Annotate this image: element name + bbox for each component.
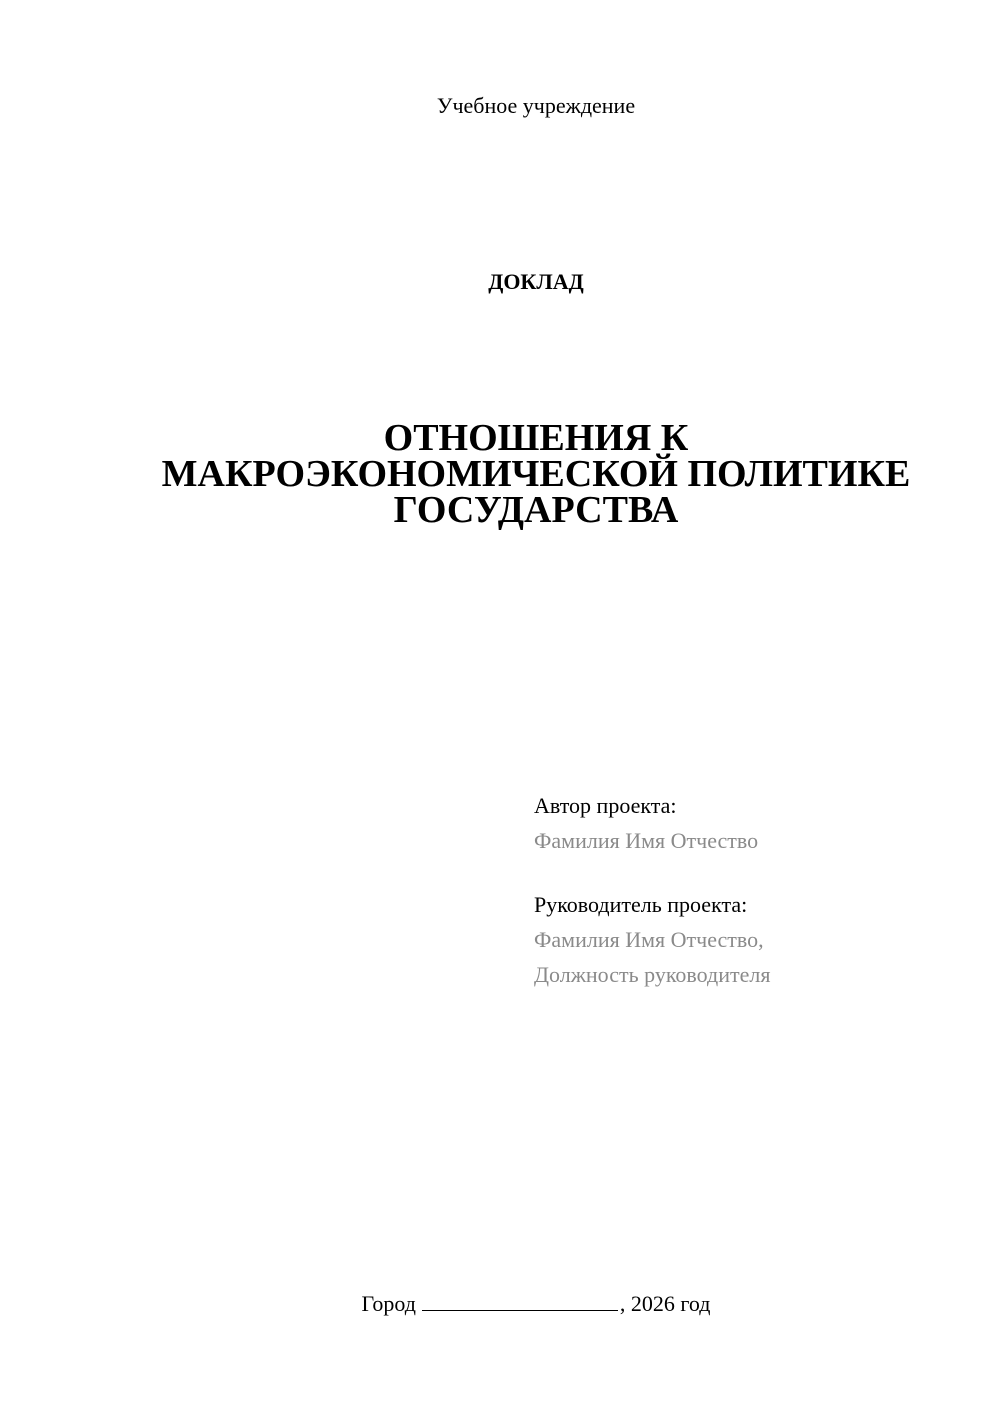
city-year-line <box>0 1290 1000 1318</box>
city-label: Город <box>361 1291 416 1316</box>
year-text: , 2026 год <box>619 1291 711 1316</box>
city-blank-line <box>422 1290 618 1311</box>
title-line: ГОСУДАРСТВА <box>393 489 679 531</box>
supervisor-label: Руководитель проекта: <box>534 892 748 917</box>
supervisor-position: Должность руководителя <box>534 962 771 987</box>
document-title <box>0 417 1000 531</box>
author-name: Фамилия Имя Отчество <box>534 828 759 853</box>
author-label: Автор проекта: <box>534 793 677 818</box>
title-line: МАКРОЭКОНОМИЧЕСКОЙ ПОЛИТИКЕ <box>161 453 911 495</box>
title-line: ОТНОШЕНИЯ К <box>383 417 689 459</box>
supervisor-name: Фамилия Имя Отчество, <box>534 927 764 952</box>
document-type: ДОКЛАД <box>488 269 584 294</box>
credits-block <box>534 788 974 992</box>
institution-name: Учебное учреждение <box>436 93 636 118</box>
credits-spacer <box>534 858 974 887</box>
